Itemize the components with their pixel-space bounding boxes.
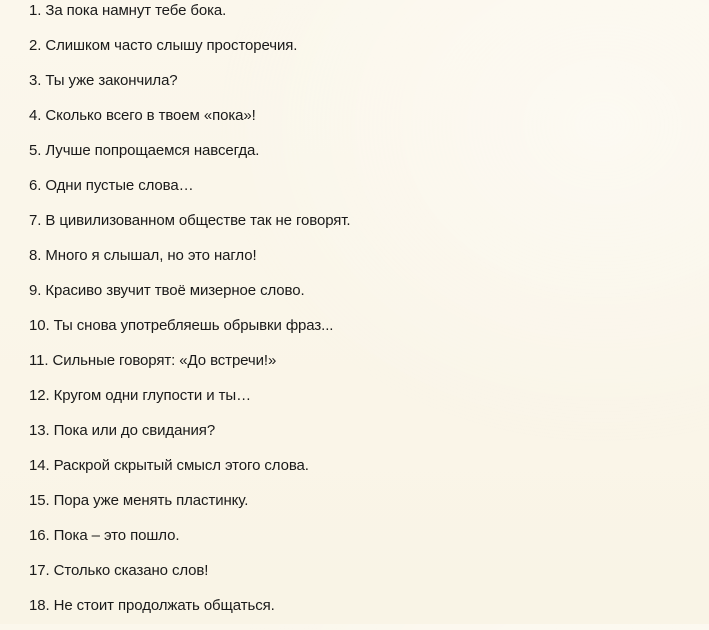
list-item: 16. Пока – это пошло. [29,527,180,544]
phrase-list [29,0,350,630]
list-item: 1. За пока намнут тебе бока. [29,2,227,19]
list-item: 3. Ты уже закончила? [29,72,178,89]
list-item: 8. Много я слышал, но это нагло! [29,247,257,264]
list-item: 5. Лучше попрощаемся навсегда. [29,142,260,159]
list-item: 13. Пока или до свидания? [29,422,216,439]
list-item: 10. Ты снова употребляешь обрывки фраз... [29,317,334,334]
list-item: 15. Пора уже менять пластинку. [29,492,249,509]
list-item: 12. Кругом одни глупости и ты… [29,387,251,404]
list-item: 4. Сколько всего в твоем «пока»! [29,107,256,124]
list-item: 6. Одни пустые слова… [29,177,194,194]
list-item: 11. Сильные говорят: «До встречи!» [29,352,277,369]
list-item: 14. Раскрой скрытый смысл этого слова. [29,457,309,474]
list-item: 7. В цивилизованном обществе так не говорят. [29,212,351,229]
list-item: 9. Красиво звучит твоё мизерное слово. [29,282,305,299]
list-item: 18. Не стоит продолжать общаться. [29,597,275,614]
list-item: 2. Слишком часто слышу просторечия. [29,37,298,54]
list-item: 17. Столько сказано слов! [29,562,209,579]
